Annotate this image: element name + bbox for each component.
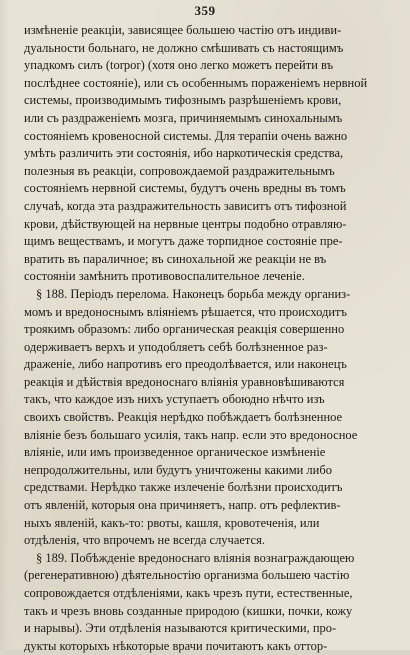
- text-line: послѣднее состояніе), или съ особеннымъ пораженіемъ нервной: [24, 75, 368, 90]
- text-line: состояніемъ кровеносной системы. Для терапіи очень важно: [24, 128, 348, 143]
- text-line: состояніи замѣнить противовоспалительное леченіе.: [24, 269, 305, 284]
- text-line: непродолжительны, или будутъ уничтожены какими либо: [24, 462, 332, 477]
- text-line: или съ раздраженіемъ мозга, причиняемымъ синохальнымъ: [24, 110, 343, 125]
- section-188-start: § 188. Періодъ перелома. Наконецъ борьба между организ-: [36, 286, 351, 301]
- text-line: отъ явленій, которыя она причиняетъ, напр. отъ рефлектив-: [24, 498, 341, 513]
- text-line: случаѣ, когда эта раздражительность зависитъ отъ тифозной: [24, 198, 347, 213]
- text-line: своихъ свойствъ. Реакція нерѣдко побѣждаетъ болѣзненное: [24, 410, 343, 425]
- text-line: дуальности больнаго, не должно смѣшивать съ настоящимъ: [24, 40, 344, 55]
- text-line: отдѣленія, что впрочемъ не всегда случается.: [24, 533, 265, 548]
- text-line: крови, дѣйствующей на нервные центры подобно отравляю-: [24, 216, 347, 231]
- page-number: 359: [194, 3, 216, 18]
- text-line: (регенеративною) дѣятельностію организма большею частію: [24, 568, 350, 583]
- text-line: средствами. Нерѣдко также излеченіе болѣзни происходитъ: [24, 480, 343, 495]
- text-line: и нарывы). Эти отдѣленія называются критическими, про-: [24, 621, 337, 636]
- text-line: вліяніе, или имъ произведенное органическое измѣненіе: [24, 445, 326, 460]
- text-line: такъ, что каждое изъ нихъ уступаетъ обоюдно нѣчто изъ: [24, 392, 325, 407]
- text-line: состояніемъ нервной системы, будутъ очень вредны въ томъ: [24, 181, 346, 196]
- text-line: троякимъ образомъ: либо органическая реакція совершенно: [24, 322, 345, 337]
- text-line: такъ и чрезъ вновь созданные природою (кишки, почки, кожу: [24, 603, 353, 618]
- text-line: полезныя въ реакціи, сопровождаемой раздражительнымъ: [24, 163, 335, 178]
- text-line: умѣть различить эти состоянія, ибо наркотическія средства,: [24, 146, 344, 161]
- text-line: реакція и дѣйствія вредоноснаго вліянія уравновѣшиваются: [24, 374, 345, 389]
- text-line: щимъ веществамъ, и могутъ даже торпидное состояніе пре-: [24, 234, 343, 249]
- text-line: измѣненіе реакціи, зависящее большею частію отъ индиви-: [24, 23, 342, 37]
- text-line: сопровождается отдѣленіями, какъ чрезъ пути, естественные,: [24, 586, 353, 600]
- page-body-text: [24, 22, 396, 655]
- text-line: упадкомъ силъ (torpor) (хотя оно легко можетъ перейти въ: [24, 58, 334, 73]
- text-line: момъ и вредоноснымъ вліяніемъ рѣшается, что происходитъ: [24, 304, 347, 319]
- text-line: драженіе, либо напротивъ его преодолѣвается, или наконецъ: [24, 357, 347, 372]
- text-line: системы, производимымъ тифознымъ разрѣшеніемъ крови,: [24, 93, 342, 108]
- text-line: одерживаетъ верхъ и уподобляетъ себѣ болѣзненное раз-: [24, 339, 328, 354]
- text-line: дукты которыхъ нѣкоторые врачи почитаютъ какъ оттор-: [24, 638, 328, 653]
- text-line: вратить въ параличное; въ синохальной же реакціи не въ: [24, 251, 327, 266]
- text-line: вліяніе безъ большаго усилія, такъ напр. если это вредоносное: [24, 427, 358, 442]
- section-189-start: § 189. Побѣжденіе вредоноснаго вліянія вознаграждающею: [36, 550, 355, 565]
- text-line: ныхъ явленій, какъ-то: рвоты, кашля, кровотеченія, или: [24, 515, 320, 530]
